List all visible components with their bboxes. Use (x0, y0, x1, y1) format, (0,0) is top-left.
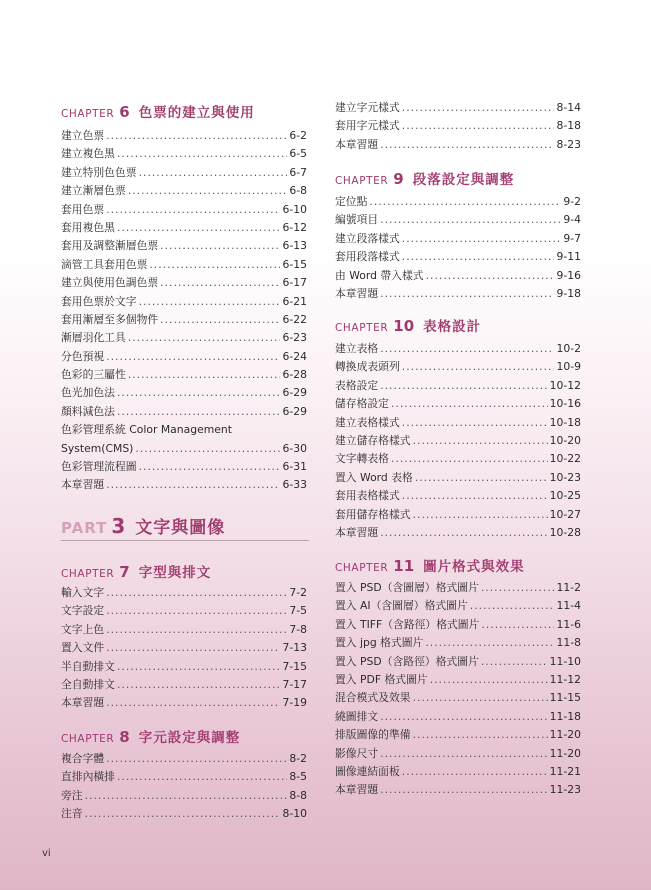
chapter-label: CHAPTER (335, 562, 389, 574)
chapter-6-heading (61, 101, 255, 121)
entry-page: 11-18 (549, 709, 581, 723)
toc-entry[interactable] (335, 230, 581, 248)
chapter-7-entries (61, 584, 307, 713)
dot-leader (135, 440, 280, 458)
dot-leader (380, 745, 547, 763)
toc-entry[interactable] (335, 506, 581, 524)
entry-page: 6-22 (282, 312, 307, 326)
entry-page: 6-29 (282, 404, 307, 418)
toc-entry[interactable] (61, 658, 307, 676)
toc-entry[interactable] (61, 256, 307, 274)
dot-leader (402, 230, 562, 248)
entry-page: 11-6 (556, 617, 581, 631)
dot-leader (117, 676, 281, 694)
entry-title: 建立字元樣式 (335, 101, 400, 114)
dot-leader (380, 781, 547, 799)
entry-page: 10-23 (549, 470, 581, 484)
entry-title: 排版圖像的準備 (335, 728, 411, 742)
toc-entry[interactable] (61, 127, 307, 145)
entry-page: 10-27 (549, 507, 581, 521)
chapter-number: 9 (393, 170, 404, 188)
dot-leader (415, 469, 548, 487)
entry-page: 10-20 (549, 433, 581, 447)
entry-title: 置入文件 (61, 641, 105, 655)
dot-leader (117, 384, 281, 402)
entry-page: 6-28 (282, 368, 307, 382)
dot-leader (380, 211, 561, 229)
entry-title: 本章習題 (335, 525, 379, 539)
entry-title: 儲存格設定 (335, 397, 389, 411)
toc-entry[interactable] (61, 164, 307, 182)
toc-entry[interactable] (61, 403, 307, 421)
toc-entry[interactable] (61, 639, 307, 657)
entry-title: 置入 AI（含圖層）格式圖片 (335, 599, 468, 613)
entry-page: 7-13 (282, 641, 307, 655)
dot-leader (139, 293, 281, 311)
entry-page: 6-30 (282, 441, 307, 455)
toc-entry[interactable] (335, 745, 581, 763)
dot-leader (402, 248, 555, 266)
entry-title: 影像尺寸 (335, 746, 379, 760)
entry-page: 11-20 (549, 728, 581, 742)
dot-leader (413, 726, 548, 744)
dot-leader (106, 602, 287, 620)
dot-leader (106, 639, 280, 657)
entry-page: 6-2 (289, 129, 307, 142)
toc-entry[interactable] (335, 708, 581, 726)
entry-page: 6-10 (282, 202, 307, 216)
entry-page: 6-31 (282, 460, 307, 474)
dot-leader (380, 136, 554, 154)
toc-entry[interactable] (61, 476, 307, 494)
entry-title: 繞圖排文 (335, 709, 379, 723)
dot-leader (106, 201, 280, 219)
toc-entry[interactable] (335, 653, 581, 671)
toc-entry[interactable] (61, 274, 307, 292)
dot-leader (402, 487, 548, 505)
toc-entry[interactable] (335, 487, 581, 505)
entry-page: 8-14 (556, 101, 581, 114)
toc-entry[interactable] (61, 366, 307, 384)
entry-page: 11-23 (549, 783, 581, 797)
entry-page: 8-8 (289, 788, 307, 802)
entry-title: 置入 jpg 格式圖片 (335, 636, 424, 650)
toc-entry[interactable] (61, 219, 307, 237)
entry-title: 文字轉表格 (335, 452, 389, 466)
toc-entry[interactable] (335, 689, 581, 707)
dot-leader (380, 285, 554, 303)
entry-title: 本章習題 (335, 286, 379, 300)
entry-page: 9-18 (556, 286, 581, 300)
entry-title: 套用表格樣式 (335, 489, 400, 503)
part-label: PART (61, 519, 108, 537)
dot-leader (160, 274, 280, 292)
dot-leader (426, 267, 555, 285)
dot-leader (160, 311, 280, 329)
entry-title: 分色預視 (61, 349, 105, 363)
entry-page: 11-12 (549, 672, 581, 686)
toc-entry[interactable] (61, 293, 307, 311)
entry-title: System(CMS) (61, 441, 134, 455)
toc-entry[interactable] (61, 311, 307, 329)
toc-entry[interactable] (335, 597, 581, 615)
toc-entry[interactable] (335, 136, 581, 154)
entry-title: 顏料減色法 (61, 404, 115, 418)
entry-page: 7-2 (289, 586, 307, 599)
dot-leader (425, 634, 554, 652)
chapter-number: 7 (119, 563, 130, 581)
entry-page: 11-15 (549, 691, 581, 705)
dot-leader (430, 671, 548, 689)
toc-entry[interactable] (335, 524, 581, 542)
dot-leader (402, 117, 555, 135)
toc-entry[interactable] (335, 285, 581, 303)
entry-title: 套用及調整漸層色票 (61, 239, 159, 253)
entry-title: 本章習題 (61, 478, 105, 492)
toc-entry[interactable] (335, 726, 581, 744)
chapter-7-heading (61, 561, 211, 581)
entry-page: 6-7 (289, 165, 307, 179)
page-number: vi (42, 848, 51, 859)
part-3-heading (61, 513, 309, 541)
chapter-label: CHAPTER (335, 175, 389, 187)
toc-entry[interactable] (335, 432, 581, 450)
dot-leader (106, 476, 280, 494)
toc-entry[interactable] (335, 616, 581, 634)
entry-title: 建立表格 (335, 342, 379, 355)
entry-title: 置入 PDF 格式圖片 (335, 672, 428, 686)
entry-title: 色彩管理流程圖 (61, 460, 137, 474)
entry-title: 本章習題 (61, 696, 105, 710)
entry-page: 6-15 (282, 257, 307, 271)
chapter-11-heading (335, 555, 525, 575)
chapter-number: 6 (119, 103, 130, 121)
toc-entry[interactable] (335, 99, 581, 117)
chapter-11-entries (335, 579, 581, 800)
entry-title: 注音 (61, 807, 83, 821)
entry-page: 9-2 (563, 195, 581, 208)
toc-entry[interactable] (61, 768, 307, 786)
dot-leader (149, 256, 280, 274)
entry-title: 表格設定 (335, 378, 379, 392)
chapter-8-continued-entries (335, 99, 581, 154)
entry-title: 套用複色黑 (61, 220, 115, 234)
chapter-label: CHAPTER (61, 108, 115, 120)
entry-page: 8-23 (556, 137, 581, 151)
toc-entry[interactable] (335, 579, 581, 597)
toc-entry[interactable] (61, 182, 307, 200)
entry-title: 半自動排文 (61, 659, 115, 673)
chapter-8-heading (61, 726, 240, 746)
dot-leader (391, 450, 548, 468)
dot-leader (413, 432, 548, 450)
dot-leader (380, 377, 547, 395)
entry-title: 建立儲存格樣式 (335, 433, 411, 447)
entry-page: 10-2 (556, 342, 581, 355)
entry-page: 9-7 (563, 231, 581, 245)
dot-leader (139, 164, 288, 182)
entry-title: 置入 TIFF（含路徑）格式圖片 (335, 617, 480, 631)
toc-entry-cms-line1[interactable] (61, 421, 307, 439)
toc-entry[interactable] (335, 414, 581, 432)
dot-leader (391, 395, 548, 413)
entry-page: 11-20 (549, 746, 581, 760)
dot-leader (413, 689, 548, 707)
entry-page: 11-8 (556, 636, 581, 650)
chapter-10-heading (335, 315, 481, 335)
entry-title: 編號項目 (335, 213, 379, 227)
toc-entry[interactable] (61, 458, 307, 476)
entry-title: 漸層羽化工具 (61, 331, 126, 345)
toc-entry[interactable] (61, 237, 307, 255)
dot-leader (106, 621, 287, 639)
entry-title: 圖像連結面板 (335, 764, 400, 778)
dot-leader (481, 616, 554, 634)
toc-entry[interactable] (335, 117, 581, 135)
entry-title: 建立複色黑 (61, 147, 115, 161)
entry-title: 本章習題 (335, 783, 379, 797)
entry-page: 11-21 (549, 764, 581, 778)
entry-title: 建立段落樣式 (335, 231, 400, 245)
dot-leader (481, 653, 548, 671)
entry-page: 9-4 (563, 213, 581, 227)
dot-leader (85, 787, 288, 805)
entry-page: 6-24 (282, 349, 307, 363)
dot-leader (402, 763, 548, 781)
entry-page: 7-19 (282, 696, 307, 710)
entry-title: 套用字元樣式 (335, 119, 400, 133)
toc-entry[interactable] (335, 340, 581, 358)
entry-page: 11-10 (549, 654, 581, 668)
entry-title: 建立表格樣式 (335, 415, 400, 429)
chapter-title: 色票的建立與使用 (138, 105, 255, 121)
toc-entry[interactable] (335, 450, 581, 468)
entry-page: 8-10 (282, 807, 307, 821)
entry-title: 本章習題 (335, 137, 379, 151)
entry-page: 10-28 (549, 525, 581, 539)
dot-leader (117, 403, 281, 421)
chapter-label: CHAPTER (61, 733, 115, 745)
dot-leader (106, 750, 287, 768)
dot-leader (402, 358, 555, 376)
entry-page: 6-8 (289, 184, 307, 198)
toc-entry[interactable] (61, 145, 307, 163)
dot-leader (402, 99, 555, 117)
toc-entry[interactable] (335, 395, 581, 413)
toc-entry[interactable] (335, 781, 581, 799)
dot-leader (402, 414, 548, 432)
part-title: 文字與圖像 (135, 518, 226, 538)
entry-title: 色彩的三屬性 (61, 368, 126, 382)
dot-leader (128, 366, 281, 384)
chapter-number: 11 (393, 557, 415, 575)
entry-title: 套用色票於文字 (61, 294, 137, 308)
dot-leader (106, 694, 280, 712)
entry-title: 置入 PSD（含圖層）格式圖片 (335, 581, 479, 594)
dot-leader (413, 506, 548, 524)
toc-entry[interactable] (61, 384, 307, 402)
dot-leader (380, 340, 554, 358)
toc-entry[interactable] (61, 750, 307, 768)
chapter-number: 10 (393, 317, 415, 335)
chapter-title: 表格設計 (423, 319, 482, 335)
chapter-label: CHAPTER (335, 322, 389, 334)
entry-page: 10-9 (556, 360, 581, 374)
entry-title: 文字設定 (61, 604, 105, 618)
dot-leader (160, 237, 280, 255)
entry-page: 8-2 (289, 752, 307, 765)
dot-leader (117, 658, 281, 676)
dot-leader (106, 127, 287, 145)
chapter-title: 圖片格式與效果 (423, 559, 525, 575)
dot-leader (117, 219, 281, 237)
entry-title: 置入 Word 表格 (335, 470, 413, 484)
entry-page: 11-4 (556, 599, 581, 613)
entry-page: 8-18 (556, 119, 581, 133)
toc-entry[interactable] (335, 469, 581, 487)
entry-title: 建立漸層色票 (61, 184, 126, 198)
toc-entry[interactable] (335, 193, 581, 211)
toc-entry[interactable] (61, 676, 307, 694)
toc-entry[interactable] (335, 267, 581, 285)
chapter-number: 8 (119, 728, 130, 746)
toc-entry[interactable] (335, 248, 581, 266)
chapter-10-entries (335, 340, 581, 542)
entry-title: 全自動排文 (61, 677, 115, 691)
dot-leader (106, 584, 287, 602)
entry-title: 套用儲存格樣式 (335, 507, 411, 521)
toc-entry[interactable] (61, 787, 307, 805)
entry-page: 6-12 (282, 220, 307, 234)
entry-page: 8-5 (289, 770, 307, 784)
entry-page: 6-21 (282, 294, 307, 308)
entry-title: 建立與使用色調色票 (61, 276, 159, 290)
toc-entry[interactable] (335, 634, 581, 652)
toc-entry[interactable] (335, 763, 581, 781)
entry-title: 置入 PSD（含路徑）格式圖片 (335, 654, 479, 668)
entry-title: 轉換成表頭列 (335, 360, 400, 374)
dot-leader (128, 182, 288, 200)
dot-leader (380, 524, 547, 542)
chapter-8-entries (61, 750, 307, 824)
dot-leader (117, 145, 287, 163)
dot-leader (470, 597, 555, 615)
entry-page: 7-15 (282, 659, 307, 673)
entry-page: 10-16 (549, 397, 581, 411)
dot-leader (369, 193, 561, 211)
entry-title: 建立特別色色票 (61, 165, 137, 179)
entry-page: 9-11 (556, 250, 581, 264)
entry-title: 建立色票 (61, 129, 105, 142)
entry-page: 6-23 (282, 331, 307, 345)
entry-title: 旁注 (61, 788, 83, 802)
entry-page: 7-5 (289, 604, 307, 618)
toc-entry[interactable] (335, 358, 581, 376)
entry-title: 複合字體 (61, 752, 105, 765)
entry-page: 10-18 (549, 415, 581, 429)
entry-page: 10-22 (549, 452, 581, 466)
entry-title: 套用漸層至多個物件 (61, 312, 159, 326)
toc-entry[interactable] (61, 805, 307, 823)
toc-entry[interactable] (61, 329, 307, 347)
toc-entry[interactable] (61, 201, 307, 219)
toc-entry[interactable] (61, 602, 307, 620)
toc-entry[interactable] (61, 694, 307, 712)
entry-page: 7-8 (289, 622, 307, 636)
toc-entry[interactable] (61, 348, 307, 366)
entry-title: 色彩管理系統 Color Management (61, 423, 232, 437)
entry-title: 直排內橫排 (61, 770, 115, 784)
entry-page: 6-5 (289, 147, 307, 161)
entry-page: 6-33 (282, 478, 307, 492)
dot-leader (128, 329, 281, 347)
entry-page: 10-12 (549, 378, 581, 392)
dot-leader (481, 579, 555, 597)
entry-title: 由 Word 帶入樣式 (335, 268, 424, 282)
toc-entry[interactable] (61, 584, 307, 602)
chapter-title: 段落設定與調整 (412, 172, 515, 188)
entry-page: 9-16 (556, 268, 581, 282)
chapter-6-entries (61, 127, 307, 495)
dot-leader (380, 708, 547, 726)
dot-leader (85, 805, 281, 823)
entry-title: 套用色票 (61, 202, 105, 216)
dot-leader (117, 768, 287, 786)
entry-title: 定位點 (335, 195, 368, 208)
entry-title: 色光加色法 (61, 386, 115, 400)
entry-title: 文字上色 (61, 622, 105, 636)
chapter-label: CHAPTER (61, 568, 115, 580)
toc-entry[interactable] (335, 671, 581, 689)
toc-entry[interactable] (61, 621, 307, 639)
entry-page: 6-17 (282, 276, 307, 290)
entry-page: 11-2 (556, 581, 581, 594)
chapter-title: 字型與排文 (138, 565, 212, 581)
entry-page: 6-29 (282, 386, 307, 400)
toc-entry-cms-line2[interactable] (61, 440, 307, 458)
entry-page: 6-13 (282, 239, 307, 253)
entry-title: 輸入文字 (61, 586, 105, 599)
entry-page: 10-25 (549, 489, 581, 503)
toc-entry[interactable] (335, 377, 581, 395)
entry-title: 滴管工具套用色票 (61, 257, 148, 271)
chapter-9-entries (335, 193, 581, 303)
chapter-title: 字元設定與調整 (138, 730, 241, 746)
entry-page: 7-17 (282, 677, 307, 691)
entry-title: 混合模式及效果 (335, 691, 411, 705)
entry-title: 套用段落樣式 (335, 250, 400, 264)
toc-entry[interactable] (335, 211, 581, 229)
dot-leader (106, 348, 280, 366)
part-number: 3 (111, 514, 126, 538)
dot-leader (139, 458, 281, 476)
chapter-9-heading (335, 168, 514, 188)
